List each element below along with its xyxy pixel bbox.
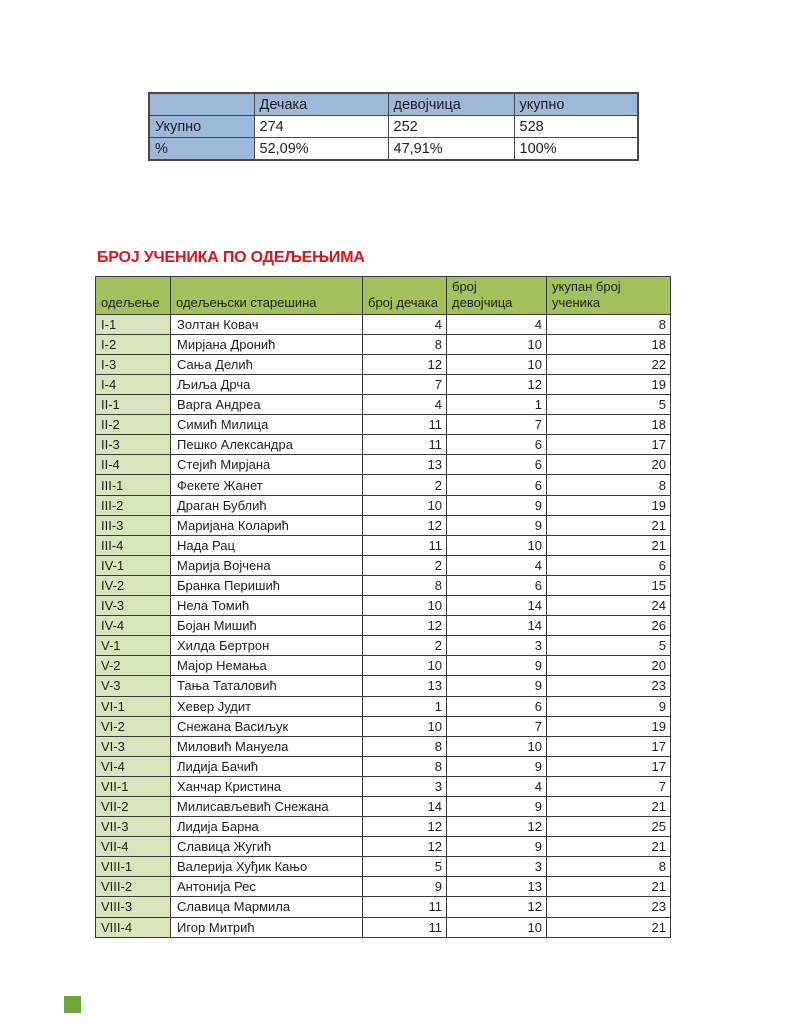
class-row: [96, 917, 671, 937]
class-row: [96, 575, 671, 595]
teacher-cell: Хилда Бертрон: [171, 636, 363, 656]
boys-count-cell: 4: [363, 395, 447, 415]
teacher-cell: Мирјана Дронић: [171, 334, 363, 354]
class-row: [96, 837, 671, 857]
teacher-cell: Золтан Ковач: [171, 314, 363, 334]
girls-count-cell: 12: [447, 375, 547, 395]
total-count-cell: 7: [547, 776, 671, 796]
class-row: [96, 756, 671, 776]
total-count-cell: 9: [547, 696, 671, 716]
boys-count-cell: 1: [363, 696, 447, 716]
class-cell: VI-4: [96, 756, 171, 776]
summary-table: [148, 92, 639, 161]
total-count-cell: 19: [547, 716, 671, 736]
summary-percent-girls: 47,91%: [388, 138, 514, 161]
girls-count-cell: 6: [447, 575, 547, 595]
class-row: [96, 676, 671, 696]
summary-percent-label: %: [149, 138, 254, 161]
total-count-cell: 23: [547, 897, 671, 917]
summary-header-boys: Дечака: [254, 93, 388, 116]
boys-count-cell: 12: [363, 515, 447, 535]
teacher-cell: Славица Мармила: [171, 897, 363, 917]
teacher-cell: Милисављевић Снежана: [171, 796, 363, 816]
total-count-cell: 17: [547, 756, 671, 776]
class-row: [96, 696, 671, 716]
class-row: [96, 716, 671, 736]
teacher-cell: Ханчар Кристина: [171, 776, 363, 796]
teacher-cell: Игор Митрић: [171, 917, 363, 937]
class-cell: II-3: [96, 435, 171, 455]
class-row: [96, 354, 671, 374]
class-row: [96, 415, 671, 435]
teacher-cell: Нела Томић: [171, 596, 363, 616]
teacher-cell: Стејић Мирјана: [171, 455, 363, 475]
girls-count-cell: 9: [447, 515, 547, 535]
class-cell: III-4: [96, 535, 171, 555]
class-row: [96, 736, 671, 756]
class-cell: VII-3: [96, 817, 171, 837]
boys-count-cell: 8: [363, 736, 447, 756]
class-cell: VIII-1: [96, 857, 171, 877]
teacher-cell: Сања Делић: [171, 354, 363, 374]
summary-corner-cell: [149, 93, 254, 116]
girls-count-cell: 10: [447, 917, 547, 937]
summary-percent-all: 100%: [514, 138, 638, 161]
summary-percent-row: [149, 138, 638, 161]
boys-count-cell: 10: [363, 716, 447, 736]
boys-count-cell: 11: [363, 917, 447, 937]
class-row: [96, 375, 671, 395]
teacher-cell: Миловић Мануела: [171, 736, 363, 756]
girls-count-cell: 4: [447, 314, 547, 334]
total-count-cell: 21: [547, 796, 671, 816]
girls-count-cell: 3: [447, 636, 547, 656]
class-row: [96, 455, 671, 475]
girls-count-cell: 13: [447, 877, 547, 897]
class-row: [96, 314, 671, 334]
total-count-cell: 5: [547, 395, 671, 415]
boys-count-cell: 11: [363, 897, 447, 917]
boys-count-cell: 2: [363, 636, 447, 656]
summary-total-all: 528: [514, 116, 638, 138]
class-row: [96, 776, 671, 796]
girls-count-cell: 6: [447, 455, 547, 475]
class-cell: VII-2: [96, 796, 171, 816]
boys-count-cell: 5: [363, 857, 447, 877]
class-cell: IV-1: [96, 555, 171, 575]
boys-count-cell: 8: [363, 334, 447, 354]
girls-count-cell: 10: [447, 736, 547, 756]
class-cell: IV-2: [96, 575, 171, 595]
class-cell: IV-3: [96, 596, 171, 616]
girls-count-cell: 10: [447, 354, 547, 374]
boys-count-cell: 3: [363, 776, 447, 796]
class-cell: I-1: [96, 314, 171, 334]
header-teacher: одељењски старешина: [171, 277, 363, 315]
total-count-cell: 8: [547, 857, 671, 877]
total-count-cell: 17: [547, 736, 671, 756]
class-row: [96, 535, 671, 555]
header-girls-count: број девојчица: [447, 277, 547, 315]
teacher-cell: Пешко Александра: [171, 435, 363, 455]
teacher-cell: Мајор Немања: [171, 656, 363, 676]
boys-count-cell: 10: [363, 656, 447, 676]
teacher-cell: Бранка Перишић: [171, 575, 363, 595]
class-cell: III-1: [96, 475, 171, 495]
girls-count-cell: 1: [447, 395, 547, 415]
boys-count-cell: 13: [363, 455, 447, 475]
class-row: [96, 596, 671, 616]
teacher-cell: Драган Бублић: [171, 495, 363, 515]
teacher-cell: Фекете Жанет: [171, 475, 363, 495]
girls-count-cell: 6: [447, 475, 547, 495]
total-count-cell: 8: [547, 475, 671, 495]
girls-count-cell: 9: [447, 756, 547, 776]
summary-header-total: укупно: [514, 93, 638, 116]
teacher-cell: Маријана Коларић: [171, 515, 363, 535]
summary-total-girls: 252: [388, 116, 514, 138]
teacher-cell: Снежана Васиљук: [171, 716, 363, 736]
total-count-cell: 22: [547, 354, 671, 374]
class-row: [96, 555, 671, 575]
teacher-cell: Лидија Бачић: [171, 756, 363, 776]
class-cell: VIII-4: [96, 917, 171, 937]
class-row: [96, 817, 671, 837]
girls-count-cell: 3: [447, 857, 547, 877]
class-cell: II-1: [96, 395, 171, 415]
total-count-cell: 26: [547, 616, 671, 636]
total-count-cell: 5: [547, 636, 671, 656]
girls-count-cell: 10: [447, 535, 547, 555]
class-row: [96, 857, 671, 877]
teacher-cell: Антонија Рес: [171, 877, 363, 897]
girls-count-cell: 7: [447, 415, 547, 435]
girls-count-cell: 12: [447, 897, 547, 917]
class-roster-table: [95, 276, 671, 938]
class-cell: V-2: [96, 656, 171, 676]
class-row: [96, 395, 671, 415]
total-count-cell: 18: [547, 415, 671, 435]
total-count-cell: 6: [547, 555, 671, 575]
boys-count-cell: 12: [363, 837, 447, 857]
teacher-cell: Симић Милица: [171, 415, 363, 435]
total-count-cell: 21: [547, 515, 671, 535]
girls-count-cell: 6: [447, 435, 547, 455]
class-cell: VII-4: [96, 837, 171, 857]
girls-count-cell: 14: [447, 616, 547, 636]
class-cell: IV-4: [96, 616, 171, 636]
boys-count-cell: 11: [363, 415, 447, 435]
class-cell: II-2: [96, 415, 171, 435]
class-row: [96, 435, 671, 455]
class-cell: II-4: [96, 455, 171, 475]
header-total-count: укупан број ученика: [547, 277, 671, 315]
summary-percent-boys: 52,09%: [254, 138, 388, 161]
summary-total-boys: 274: [254, 116, 388, 138]
header-class: одељење: [96, 277, 171, 315]
total-count-cell: 19: [547, 375, 671, 395]
girls-count-cell: 6: [447, 696, 547, 716]
class-cell: VII-1: [96, 776, 171, 796]
boys-count-cell: 10: [363, 596, 447, 616]
class-cell: V-3: [96, 676, 171, 696]
teacher-cell: Нада Рац: [171, 535, 363, 555]
boys-count-cell: 7: [363, 375, 447, 395]
boys-count-cell: 8: [363, 756, 447, 776]
girls-count-cell: 10: [447, 334, 547, 354]
boys-count-cell: 11: [363, 535, 447, 555]
class-row: [96, 334, 671, 354]
teacher-cell: Љиља Дрча: [171, 375, 363, 395]
class-table-header-row: [96, 277, 671, 315]
class-row: [96, 475, 671, 495]
class-cell: I-2: [96, 334, 171, 354]
boys-count-cell: 13: [363, 676, 447, 696]
boys-count-cell: 12: [363, 616, 447, 636]
total-count-cell: 21: [547, 535, 671, 555]
boys-count-cell: 2: [363, 555, 447, 575]
class-cell: VIII-2: [96, 877, 171, 897]
class-cell: III-2: [96, 495, 171, 515]
boys-count-cell: 2: [363, 475, 447, 495]
total-count-cell: 17: [547, 435, 671, 455]
girls-count-cell: 9: [447, 495, 547, 515]
total-count-cell: 24: [547, 596, 671, 616]
class-cell: I-3: [96, 354, 171, 374]
girls-count-cell: 9: [447, 796, 547, 816]
header-boys-count: број дечака: [363, 277, 447, 315]
boys-count-cell: 11: [363, 435, 447, 455]
class-cell: VI-3: [96, 736, 171, 756]
class-cell: VI-1: [96, 696, 171, 716]
boys-count-cell: 9: [363, 877, 447, 897]
class-cell: VIII-3: [96, 897, 171, 917]
decorative-green-square: [64, 996, 81, 1013]
girls-count-cell: 7: [447, 716, 547, 736]
summary-total-label: Укупно: [149, 116, 254, 138]
teacher-cell: Тања Таталовић: [171, 676, 363, 696]
boys-count-cell: 10: [363, 495, 447, 515]
teacher-cell: Лидија Барна: [171, 817, 363, 837]
boys-count-cell: 12: [363, 817, 447, 837]
class-cell: I-4: [96, 375, 171, 395]
class-row: [96, 515, 671, 535]
teacher-cell: Марија Војчена: [171, 555, 363, 575]
class-row: [96, 636, 671, 656]
teacher-cell: Славица Жугић: [171, 837, 363, 857]
girls-count-cell: 9: [447, 676, 547, 696]
section-title: БРОЈ УЧЕНИКА ПО ОДЕЉЕЊИМА: [97, 249, 365, 266]
teacher-cell: Варга Андреа: [171, 395, 363, 415]
total-count-cell: 21: [547, 837, 671, 857]
girls-count-cell: 12: [447, 817, 547, 837]
class-cell: V-1: [96, 636, 171, 656]
class-cell: VI-2: [96, 716, 171, 736]
girls-count-cell: 4: [447, 555, 547, 575]
summary-header-girls: девојчица: [388, 93, 514, 116]
girls-count-cell: 9: [447, 656, 547, 676]
girls-count-cell: 14: [447, 596, 547, 616]
boys-count-cell: 8: [363, 575, 447, 595]
total-count-cell: 19: [547, 495, 671, 515]
boys-count-cell: 14: [363, 796, 447, 816]
total-count-cell: 25: [547, 817, 671, 837]
class-row: [96, 796, 671, 816]
teacher-cell: Хевер Јудит: [171, 696, 363, 716]
class-row: [96, 877, 671, 897]
total-count-cell: 21: [547, 877, 671, 897]
summary-header-row: [149, 93, 638, 116]
teacher-cell: Бојан Мишић: [171, 616, 363, 636]
class-cell: III-3: [96, 515, 171, 535]
teacher-cell: Валерија Хуђик Кањо: [171, 857, 363, 877]
total-count-cell: 20: [547, 656, 671, 676]
total-count-cell: 20: [547, 455, 671, 475]
class-row: [96, 616, 671, 636]
summary-total-row: [149, 116, 638, 138]
total-count-cell: 21: [547, 917, 671, 937]
girls-count-cell: 4: [447, 776, 547, 796]
total-count-cell: 23: [547, 676, 671, 696]
girls-count-cell: 9: [447, 837, 547, 857]
class-row: [96, 495, 671, 515]
class-row: [96, 656, 671, 676]
total-count-cell: 15: [547, 575, 671, 595]
class-row: [96, 897, 671, 917]
total-count-cell: 18: [547, 334, 671, 354]
total-count-cell: 8: [547, 314, 671, 334]
boys-count-cell: 4: [363, 314, 447, 334]
boys-count-cell: 12: [363, 354, 447, 374]
